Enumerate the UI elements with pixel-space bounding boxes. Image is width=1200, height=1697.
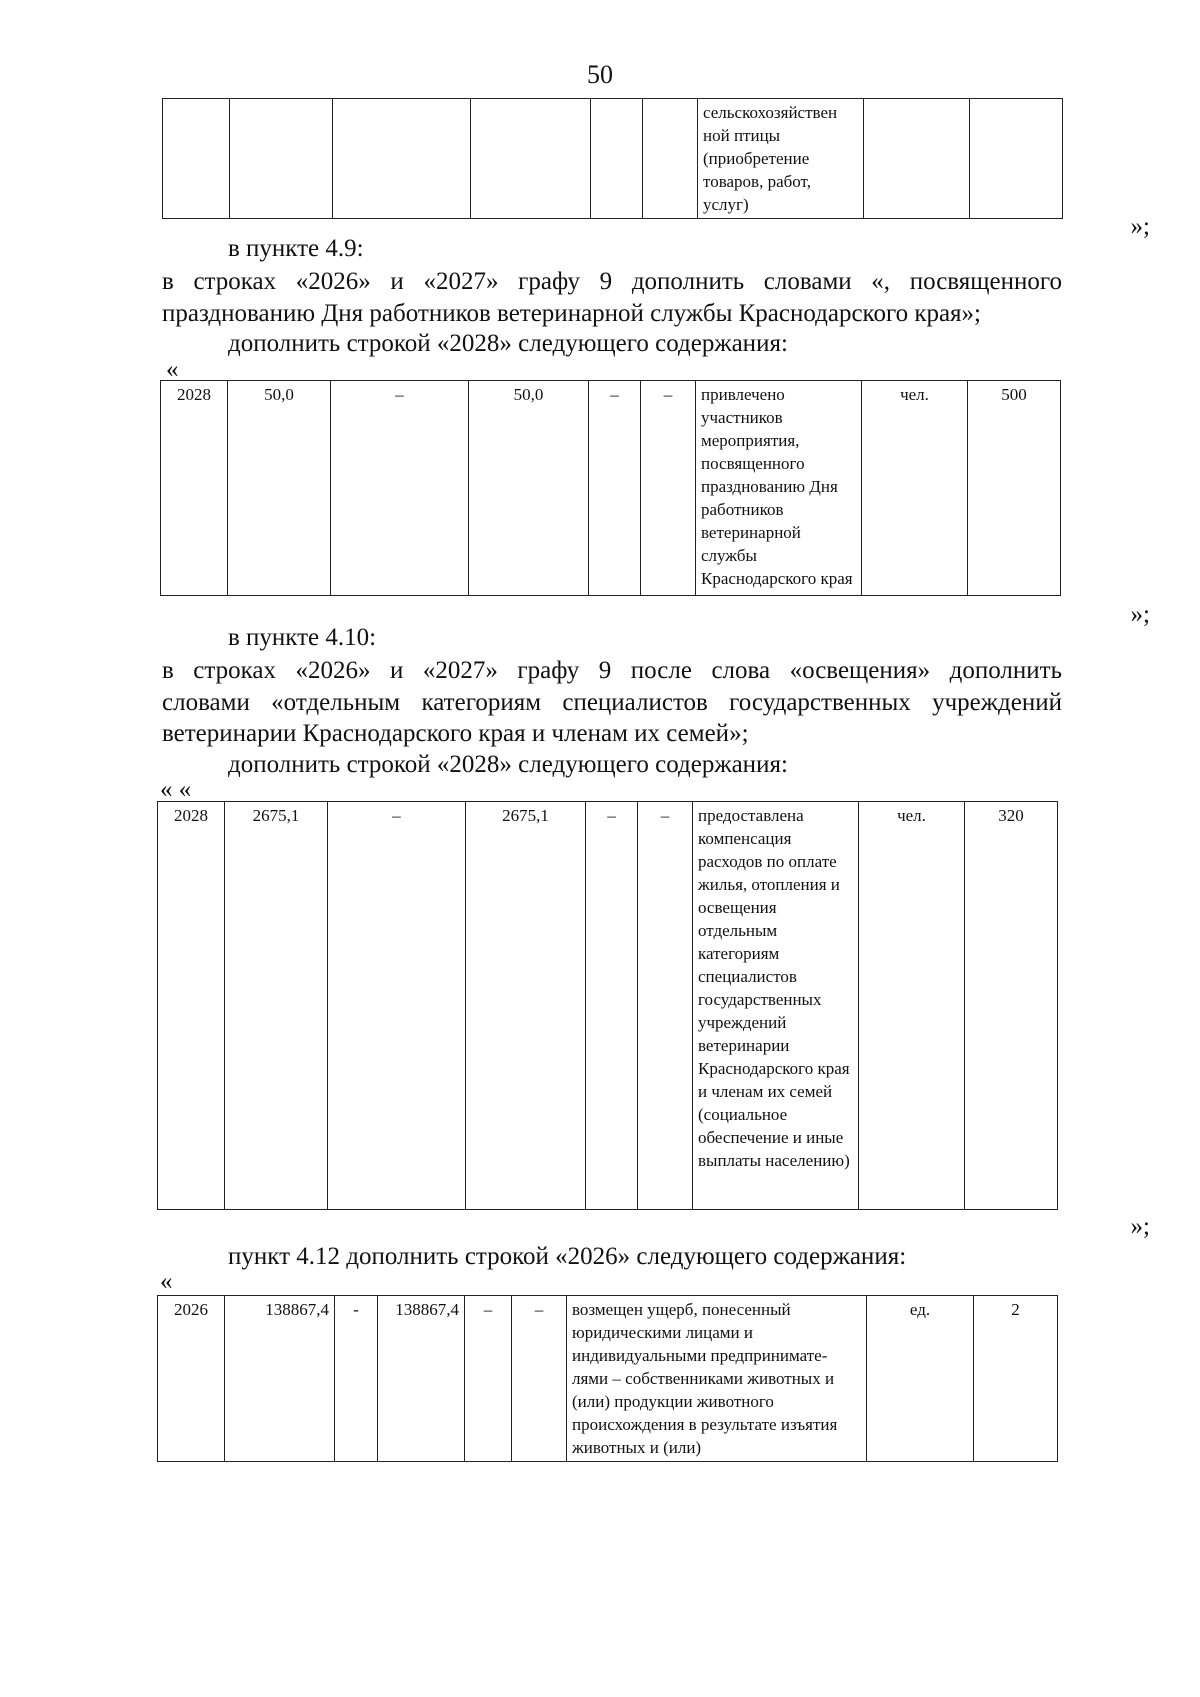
cell-col3: –	[328, 802, 466, 1210]
cell-unit: чел.	[859, 802, 965, 1210]
cell-desc: возмещен ущерб, понесенный юридическими лицами и индивидуальными предпринимате-лями – собственниками животных и (или) продукции животного происхождения в результате изъятия животных и (или)	[567, 1296, 867, 1462]
section-410-heading: в пункте 4.10:	[228, 624, 377, 651]
cell-value: 2	[974, 1296, 1058, 1462]
cell-year: 2026	[158, 1296, 225, 1462]
section-412-open-quote: «	[160, 1268, 173, 1295]
section-49-line1: в строках «2026» и «2027» графу 9 дополнить словами «, посвященного	[162, 268, 1062, 295]
cell-year: 2028	[161, 381, 228, 596]
cell-col6: –	[641, 381, 696, 596]
section-49-heading: в пункте 4.9:	[228, 235, 364, 262]
table-section-410	[157, 801, 1058, 1210]
section-49-line2: празднованию Дня работников ветеринарной службы Краснодарского края»;	[162, 300, 982, 327]
section-410-line1: в строках «2026» и «2027» графу 9 после слова «освещения» дополнить	[162, 657, 1062, 684]
cell-col4: 50,0	[469, 381, 589, 596]
table-section-412	[157, 1295, 1058, 1462]
cell-col6: –	[512, 1296, 567, 1462]
cell-col4: 138867,4	[378, 1296, 465, 1462]
cell-col3: –	[331, 381, 469, 596]
page-number: 50	[587, 60, 613, 89]
table-top-fragment	[162, 98, 1063, 219]
section-410-line3: ветеринарии Краснодарского края и членам их семей»;	[162, 720, 749, 747]
close-quote: »;	[1130, 601, 1150, 628]
section-49-line3: дополнить строкой «2028» следующего содержания:	[228, 330, 788, 357]
table-top-desc: сельскохозяйствен ной птицы (приобретение товаров, работ, услуг)	[698, 99, 864, 219]
cell-col6: –	[638, 802, 693, 1210]
cell-value: 500	[968, 381, 1061, 596]
cell-value: 320	[965, 802, 1058, 1210]
cell-col5: –	[586, 802, 638, 1210]
close-quote: »;	[1130, 213, 1150, 240]
cell-col3: -	[335, 1296, 378, 1462]
section-410-line4: дополнить строкой «2028» следующего содержания:	[228, 751, 788, 778]
cell-total: 50,0	[228, 381, 331, 596]
cell-desc: привлечено участников мероприятия, посвященного празднованию Дня работников ветеринарной службы Краснодарского края	[696, 381, 862, 596]
section-412-heading: пункт 4.12 дополнить строкой «2026» следующего содержания:	[228, 1243, 907, 1270]
cell-total: 2675,1	[225, 802, 328, 1210]
section-49-open-quote: «	[166, 356, 179, 383]
table-section-49	[160, 380, 1061, 596]
section-410-open-quote: « «	[160, 776, 192, 803]
cell-col4: 2675,1	[466, 802, 586, 1210]
cell-desc: предоставлена компенсация расходов по оплате жилья, отопления и освещения отдельным категориям специалистов государственных учреждений ветеринарии Краснодарского края и членам их семей (социальное обеспечение и иные выплаты населению)	[693, 802, 859, 1210]
section-410-line2: словами «отдельным категориям специалистов государственных учреждений	[162, 689, 1062, 716]
close-quote: »;	[1130, 1213, 1150, 1240]
cell-unit: чел.	[862, 381, 968, 596]
cell-year: 2028	[158, 802, 225, 1210]
cell-total: 138867,4	[225, 1296, 335, 1462]
cell-unit: ед.	[867, 1296, 974, 1462]
cell-col5: –	[589, 381, 641, 596]
cell-col5: –	[465, 1296, 512, 1462]
